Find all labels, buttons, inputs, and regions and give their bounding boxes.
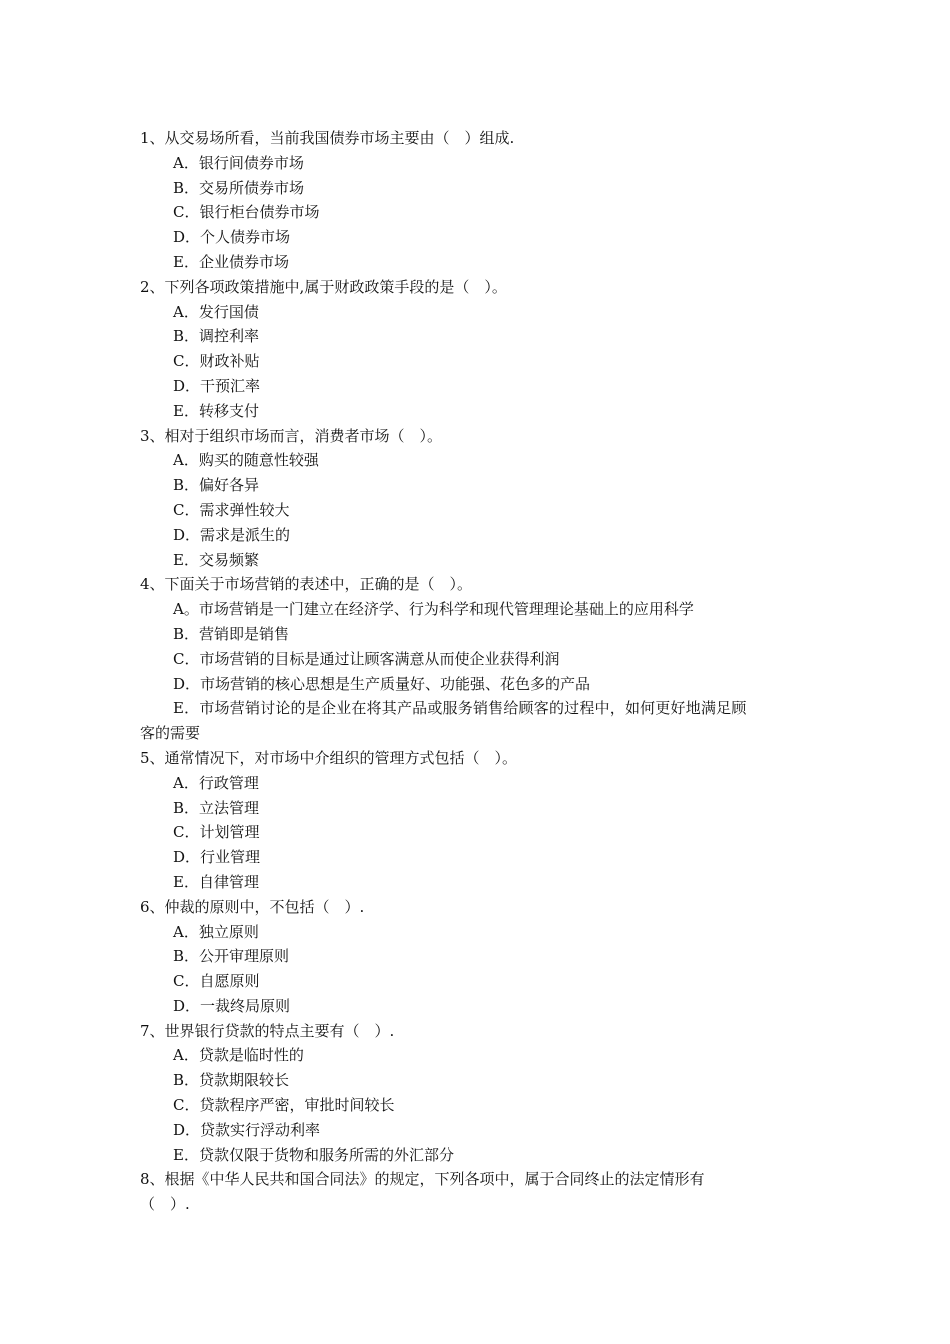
question-5: 5、通常情况下，对市场中介组织的管理方式包括（ ）。 [140, 748, 518, 767]
option-4-e: E．市场营销讨论的是企业在将其产品或服务销售给顾客的过程中，如何更好地满足顾 [173, 699, 747, 718]
option-3-a: A．购买的随意性较强 [173, 451, 319, 470]
option-7-a: A．贷款是临时性的 [173, 1046, 304, 1065]
question-8: 8、根据《中华人民共和国合同法》的规定，下列各项中，属于合同终止的法定情形有 [140, 1170, 705, 1189]
option-1-a: A．银行间债券市场 [173, 153, 304, 172]
option-1-d: D．个人债券市场 [173, 228, 291, 247]
option-1-c: C．银行柜台债券市场 [173, 203, 320, 222]
option-4-d: D．市场营销的核心思想是生产质量好、功能强、花色多的产品 [173, 674, 591, 693]
option-2-b: B．调控利率 [173, 327, 260, 346]
option-5-d: D．行业管理 [173, 848, 261, 867]
question-7: 7、世界银行贷款的特点主要有（ ）. [140, 1021, 395, 1040]
option-4-e-continued: 客的需要 [140, 724, 201, 743]
option-6-d: D．一裁终局原则 [173, 996, 291, 1015]
option-6-b: B．公开审理原则 [173, 947, 290, 966]
option-3-d: D．需求是派生的 [173, 525, 291, 544]
option-3-b: B．偏好各异 [173, 476, 260, 495]
option-5-b: B．立法管理 [173, 798, 260, 817]
option-2-a: A．发行国债 [173, 302, 259, 321]
option-5-c: C．计划管理 [173, 823, 260, 842]
question-8-continued: （ ）. [140, 1195, 190, 1214]
option-2-d: D．干预汇率 [173, 376, 261, 395]
option-4-b: B．营销即是销售 [173, 624, 290, 643]
question-list [140, 126, 820, 1217]
option-7-e: E．贷款仅限于货物和服务所需的外汇部分 [173, 1145, 454, 1164]
option-4-a: A。市场营销是一门建立在经济学、行为科学和现代管理理论基础上的应用科学 [173, 600, 694, 619]
option-2-c: C．财政补贴 [173, 352, 260, 371]
option-6-c: C．自愿原则 [173, 972, 260, 991]
question-6: 6、仲裁的原则中，不包括（ ）. [140, 897, 365, 916]
option-5-e: E．自律管理 [173, 872, 259, 891]
option-4-c: C．市场营销的目标是通过让顾客满意从而使企业获得利润 [173, 649, 560, 668]
option-2-e: E．转移支付 [173, 401, 259, 420]
question-3: 3、相对于组织市场而言，消费者市场（ ）。 [140, 426, 443, 445]
option-7-b: B．贷款期限较长 [173, 1071, 290, 1090]
option-6-a: A．独立原则 [173, 922, 259, 941]
option-3-c: C．需求弹性较大 [173, 500, 290, 519]
option-7-d: D．贷款实行浮动利率 [173, 1120, 321, 1139]
question-4: 4、下面关于市场营销的表述中，正确的是（ ）。 [140, 575, 473, 594]
option-3-e: E．交易频繁 [173, 550, 259, 569]
question-1: 1、从交易场所看，当前我国债券市场主要由（ ）组成. [140, 129, 515, 147]
option-5-a: A．行政管理 [173, 773, 259, 792]
option-1-b: B．交易所债券市场 [173, 178, 305, 197]
option-1-e: E．企业债券市场 [173, 252, 289, 271]
option-7-c: C．贷款程序严密，审批时间较长 [173, 1096, 395, 1115]
question-2: 2、下列各项政策措施中,属于财政政策手段的是（ ）。 [140, 277, 507, 296]
